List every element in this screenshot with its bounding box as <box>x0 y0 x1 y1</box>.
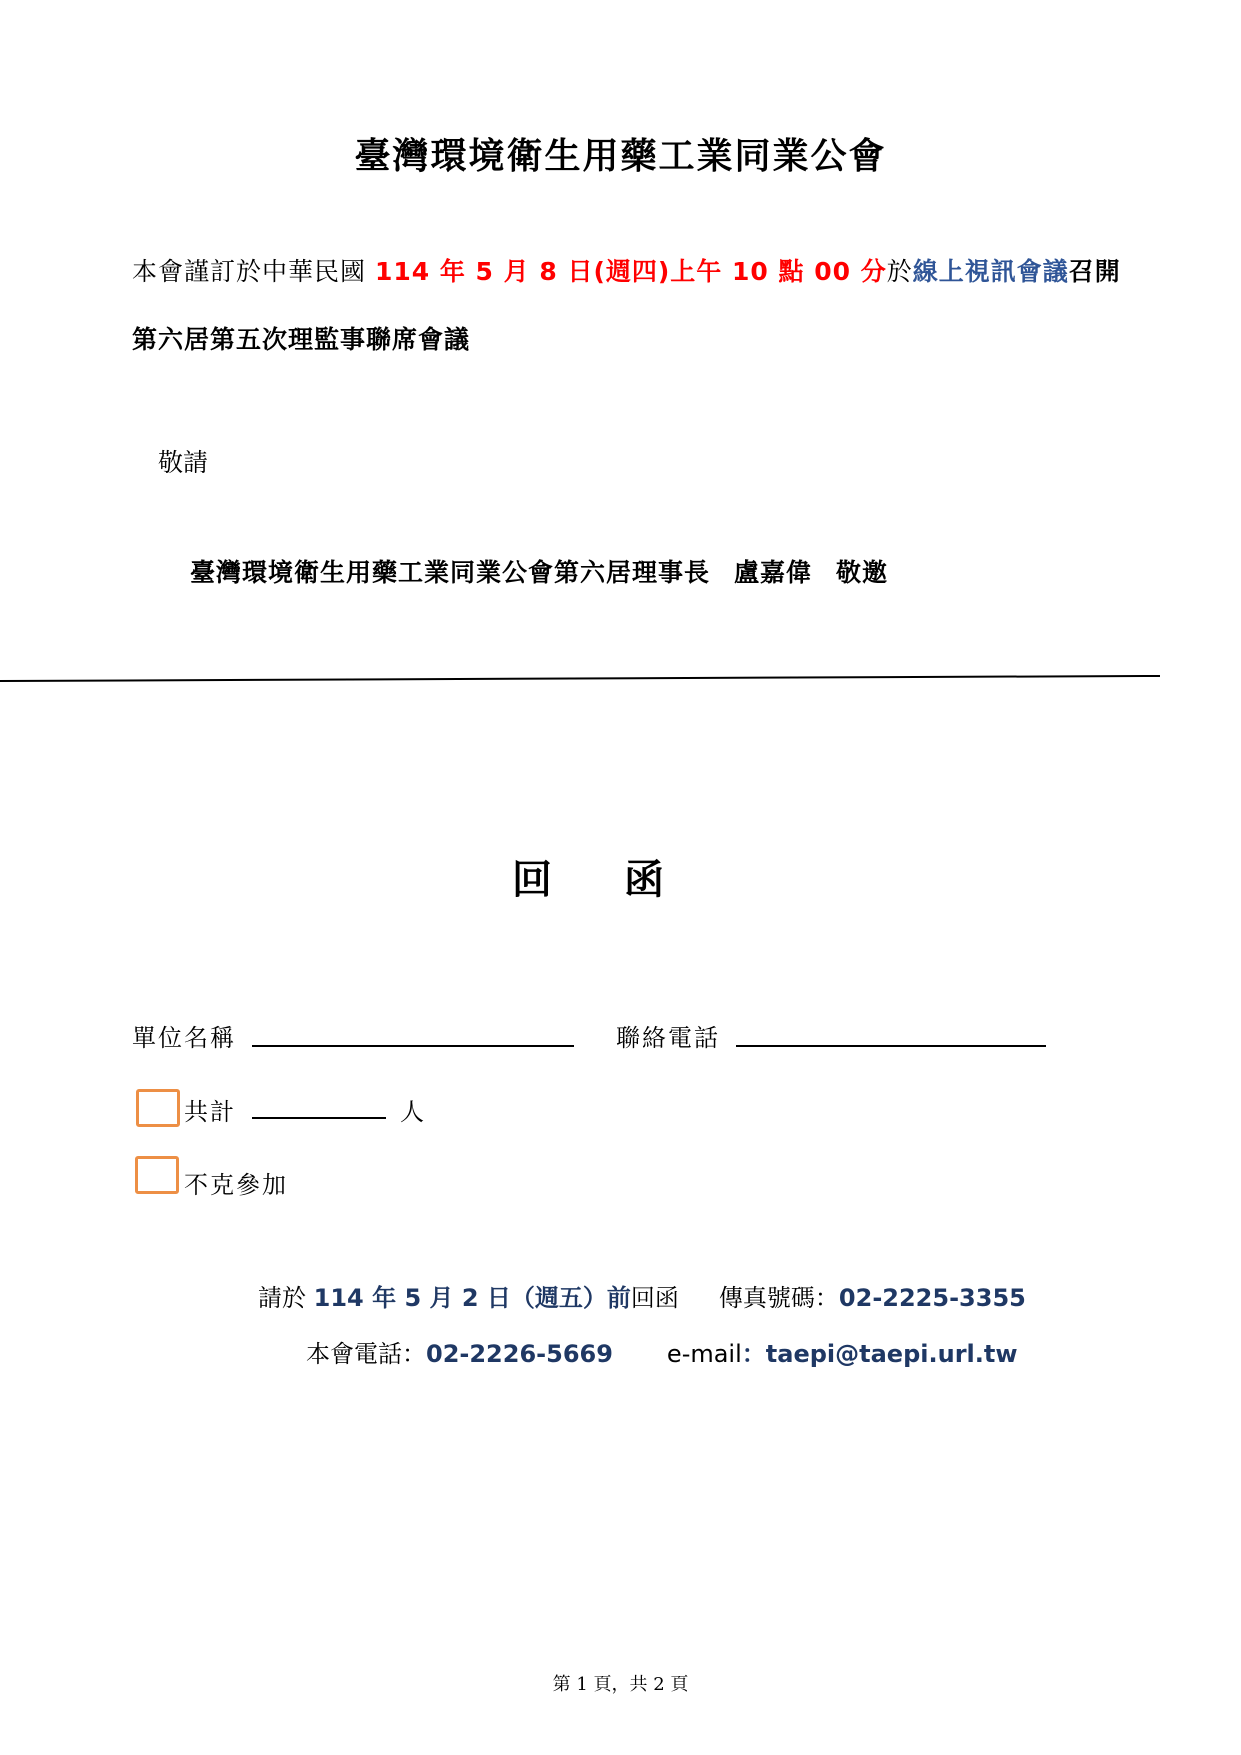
invitation-suffix: 召開 <box>1068 257 1121 286</box>
decline-label: 不克參加 <box>184 1171 288 1199</box>
fax-label: 傳真號碼： <box>718 1284 839 1312</box>
contact-note <box>306 1334 1018 1369</box>
attend-count-prefix: 共計 <box>184 1098 236 1126</box>
sender-org: 臺灣環境衛生用藥工業同業公會第六居理事長 <box>190 558 711 587</box>
reply-deadline: 114 年 5 月 2 日（週五）前 <box>313 1284 631 1312</box>
phone-number: 02-2226-5669 <box>426 1340 613 1368</box>
invitation-line <box>132 252 1121 288</box>
reply-title-b: 函 <box>624 856 664 903</box>
contact-phone-label: 聯絡電話 <box>616 1024 720 1052</box>
contact-phone-field[interactable] <box>736 1045 1046 1047</box>
email-address[interactable]: taepi@taepi.url.tw <box>765 1340 1018 1368</box>
salutation: 敬請 <box>158 448 209 477</box>
meeting-name: 第六居第五次理監事聯席會議 <box>132 325 471 354</box>
document-title: 臺灣環境衛生用藥工業同業公會 <box>354 135 887 177</box>
sender-name: 盧嘉偉 <box>734 558 813 587</box>
page-footer: 第 1 頁，共 2 頁 <box>552 1674 689 1695</box>
invitation-mid: 於 <box>886 257 913 286</box>
deadline-suffix: 回函 <box>630 1284 679 1312</box>
unit-name-field[interactable] <box>252 1045 574 1047</box>
fax-number: 02-2225-3355 <box>838 1284 1026 1312</box>
attend-count-field[interactable] <box>252 1117 386 1119</box>
email-colon: ： <box>741 1340 766 1368</box>
unit-name-label: 單位名稱 <box>132 1024 236 1052</box>
reply-title-a: 回 <box>512 856 552 903</box>
invitation-prefix: 本會謹訂於中華民國 <box>132 257 375 286</box>
phone-label: 本會電話： <box>306 1340 426 1368</box>
section-divider <box>0 675 1160 682</box>
attend-checkbox[interactable] <box>136 1089 180 1127</box>
meeting-venue: 線上視訊會議 <box>912 257 1069 286</box>
sender-closing: 敬邀 <box>836 558 889 587</box>
deadline-prefix: 請於 <box>258 1284 314 1312</box>
decline-checkbox[interactable] <box>135 1156 179 1194</box>
attend-count-suffix: 人 <box>400 1098 426 1126</box>
reply-title <box>512 848 664 905</box>
email-label: e-mail <box>666 1340 742 1368</box>
meeting-datetime: 114 年 5 月 8 日(週四)上午 10 點 00 分 <box>374 257 887 286</box>
deadline-note <box>258 1278 1026 1313</box>
sender-line <box>190 553 888 589</box>
